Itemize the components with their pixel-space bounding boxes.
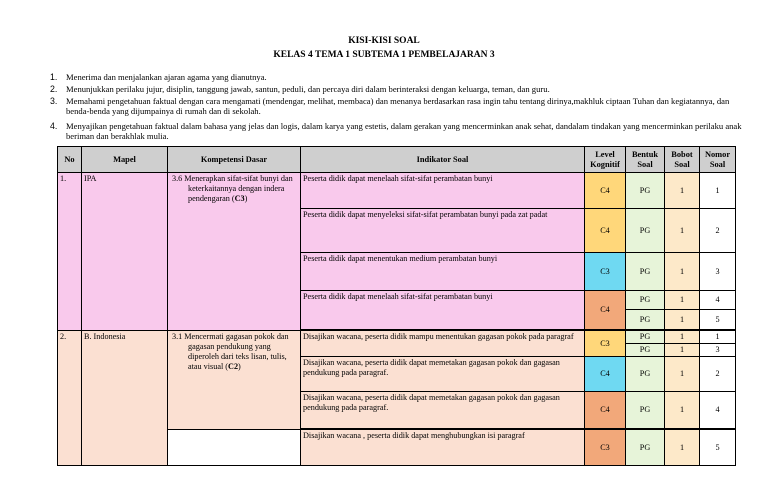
type-cell: PG [626, 209, 665, 253]
level-cell: C3 [585, 253, 626, 291]
item-number: 3. [50, 96, 58, 106]
doc-subtitle: KELAS 4 TEMA 1 SUBTEMA 1 PEMBELAJARAN 3 [273, 50, 495, 60]
item-number: 1. [50, 72, 58, 82]
type-cell: PG [626, 331, 665, 344]
indicator-cell: Peserta didik dapat menelaah sifat-sifat perambatan bunyi [301, 291, 585, 330]
number-cell: 4 [700, 392, 736, 429]
type-cell: PG [626, 392, 665, 429]
level-cell: C3 [585, 430, 626, 466]
level-cell: C4 [585, 173, 626, 209]
type-cell: PG [626, 310, 665, 330]
indicator-cell: Disajikan wacana , peserta didik dapat menghubungkan isi paragraf [301, 430, 585, 466]
indicator-cell: Peserta didik dapat menyeleksi sifat-sifat perambatan bunyi pada zat padat [301, 209, 585, 253]
weight-cell: 1 [665, 344, 700, 357]
core-competency-item [50, 72, 750, 84]
type-cell: PG [626, 430, 665, 466]
weight-cell: 1 [665, 173, 700, 209]
weight-cell: 1 [665, 209, 700, 253]
item-text: Memahami pengetahuan faktual dengan cara mengamati (mendengar, melihat, membaca) dan menanya berdasarkan rasa ingin tahu tentang dirinya,makhluk ciptaan Tuhan dan kegiatannya, dan benda-benda yang dijumpainya di rumah dan di sekolah. [66, 96, 730, 116]
weight-cell: 1 [665, 310, 700, 330]
number-cell: 1 [700, 331, 736, 344]
header-nomor: Nomor Soal [700, 147, 736, 173]
item-text: Menunjukkan perilaku jujur, disiplin, tanggung jawab, santun, peduli, dan percaya diri dalam berinteraksi dengan keluarga, teman, dan guru. [66, 84, 550, 94]
indicator-cell: Disajikan wacana, peserta didik mampu menentukan gagasan pokok pada paragraf [301, 331, 585, 357]
competency-text: 3.6 Menerapkan sifat-sifat bunyi dan keterkaitannya dengan indera pendengaran [172, 174, 293, 203]
header-row [58, 147, 736, 173]
weight-cell: 1 [665, 430, 700, 466]
competency-cell: 3.6 Menerapkan sifat-sifat bunyi dan keterkaitannya dengan indera pendengaran (C3) [168, 173, 301, 331]
number-cell: 2 [700, 209, 736, 253]
header-indikator: Indikator Soal [301, 147, 585, 173]
level-cell: C4 [585, 209, 626, 253]
type-cell: PG [626, 357, 665, 392]
number-cell: 1 [700, 173, 736, 209]
competency-level: C3 [234, 194, 245, 203]
number-cell: 2 [700, 357, 736, 392]
core-competency-list [50, 72, 750, 141]
table-row [58, 173, 736, 209]
doc-title: KISI-KISI SOAL [348, 36, 420, 46]
table-row [58, 331, 736, 344]
item-text: Menerima dan menjalankan ajaran agama yang dianutnya. [66, 72, 267, 82]
weight-cell: 1 [665, 291, 700, 310]
item-number: 4. [50, 121, 58, 131]
type-cell: PG [626, 344, 665, 357]
number-cell: 5 [700, 430, 736, 466]
item-text: Menyajikan pengetahuan faktual dalam bahasa yang jelas dan logis, dalam karya yang estetis, dalam gerakan yang mencerminkan anak sehat, dandalam tindakan yang mencerminkan perilaku anak beriman dan berakhlak mulia. [66, 121, 742, 141]
core-competency-item [50, 84, 750, 96]
row-number: 2. [58, 331, 82, 466]
item-number: 2. [50, 84, 58, 94]
header-level: Level Kognitif [585, 147, 626, 173]
type-cell: PG [626, 291, 665, 310]
level-cell: C3 [585, 331, 626, 357]
type-cell: PG [626, 253, 665, 291]
kisi-kisi-table [57, 146, 736, 466]
header-mapel: Mapel [82, 147, 168, 173]
core-competency-item [50, 121, 750, 141]
weight-cell: 1 [665, 392, 700, 429]
number-cell: 3 [700, 344, 736, 357]
competency-cell: 3.1 Mencermati gagasan pokok dan gagasan pendukung yang diperoleh dari teks lisan, tulis, atau visual (C2) [168, 331, 301, 430]
number-cell: 3 [700, 253, 736, 291]
row-number: 1. [58, 173, 82, 331]
header-bobot: Bobot Soal [665, 147, 700, 173]
number-cell: 5 [700, 310, 736, 330]
subject-cell: B. Indonesia [82, 331, 168, 466]
subject-cell: IPA [82, 173, 168, 331]
type-cell: PG [626, 173, 665, 209]
competency-text: 3.1 Mencermati gagasan pokok dan gagasan pendukung yang diperoleh dari teks lisan, tulis, atau visual [172, 332, 289, 371]
indicator-cell: Peserta didik dapat menentukan medium perambatan bunyi [301, 253, 585, 291]
indicator-cell: Disajikan wacana, peserta didik dapat memetakan gagasan pokok dan gagasan pendukung pada paragraf. [301, 392, 585, 429]
number-cell: 4 [700, 291, 736, 310]
level-cell: C4 [585, 291, 626, 330]
competency-blank [168, 430, 301, 466]
indicator-cell: Disajikan wacana, peserta didik dapat memetakan gagasan pokok dan gagasan pendukung pada paragraf. [301, 357, 585, 392]
competency-level: C2 [228, 362, 239, 371]
level-cell: C4 [585, 392, 626, 429]
weight-cell: 1 [665, 253, 700, 291]
level-cell: C4 [585, 357, 626, 392]
header-no: No [58, 147, 82, 173]
weight-cell: 1 [665, 357, 700, 392]
indicator-cell: Peserta didik dapat menelaah sifat-sifat perambatan bunyi [301, 173, 585, 209]
weight-cell: 1 [665, 331, 700, 344]
header-bentuk: Bentuk Soal [626, 147, 665, 173]
core-competency-item [50, 96, 750, 121]
header-kd: Kompetensi Dasar [168, 147, 301, 173]
